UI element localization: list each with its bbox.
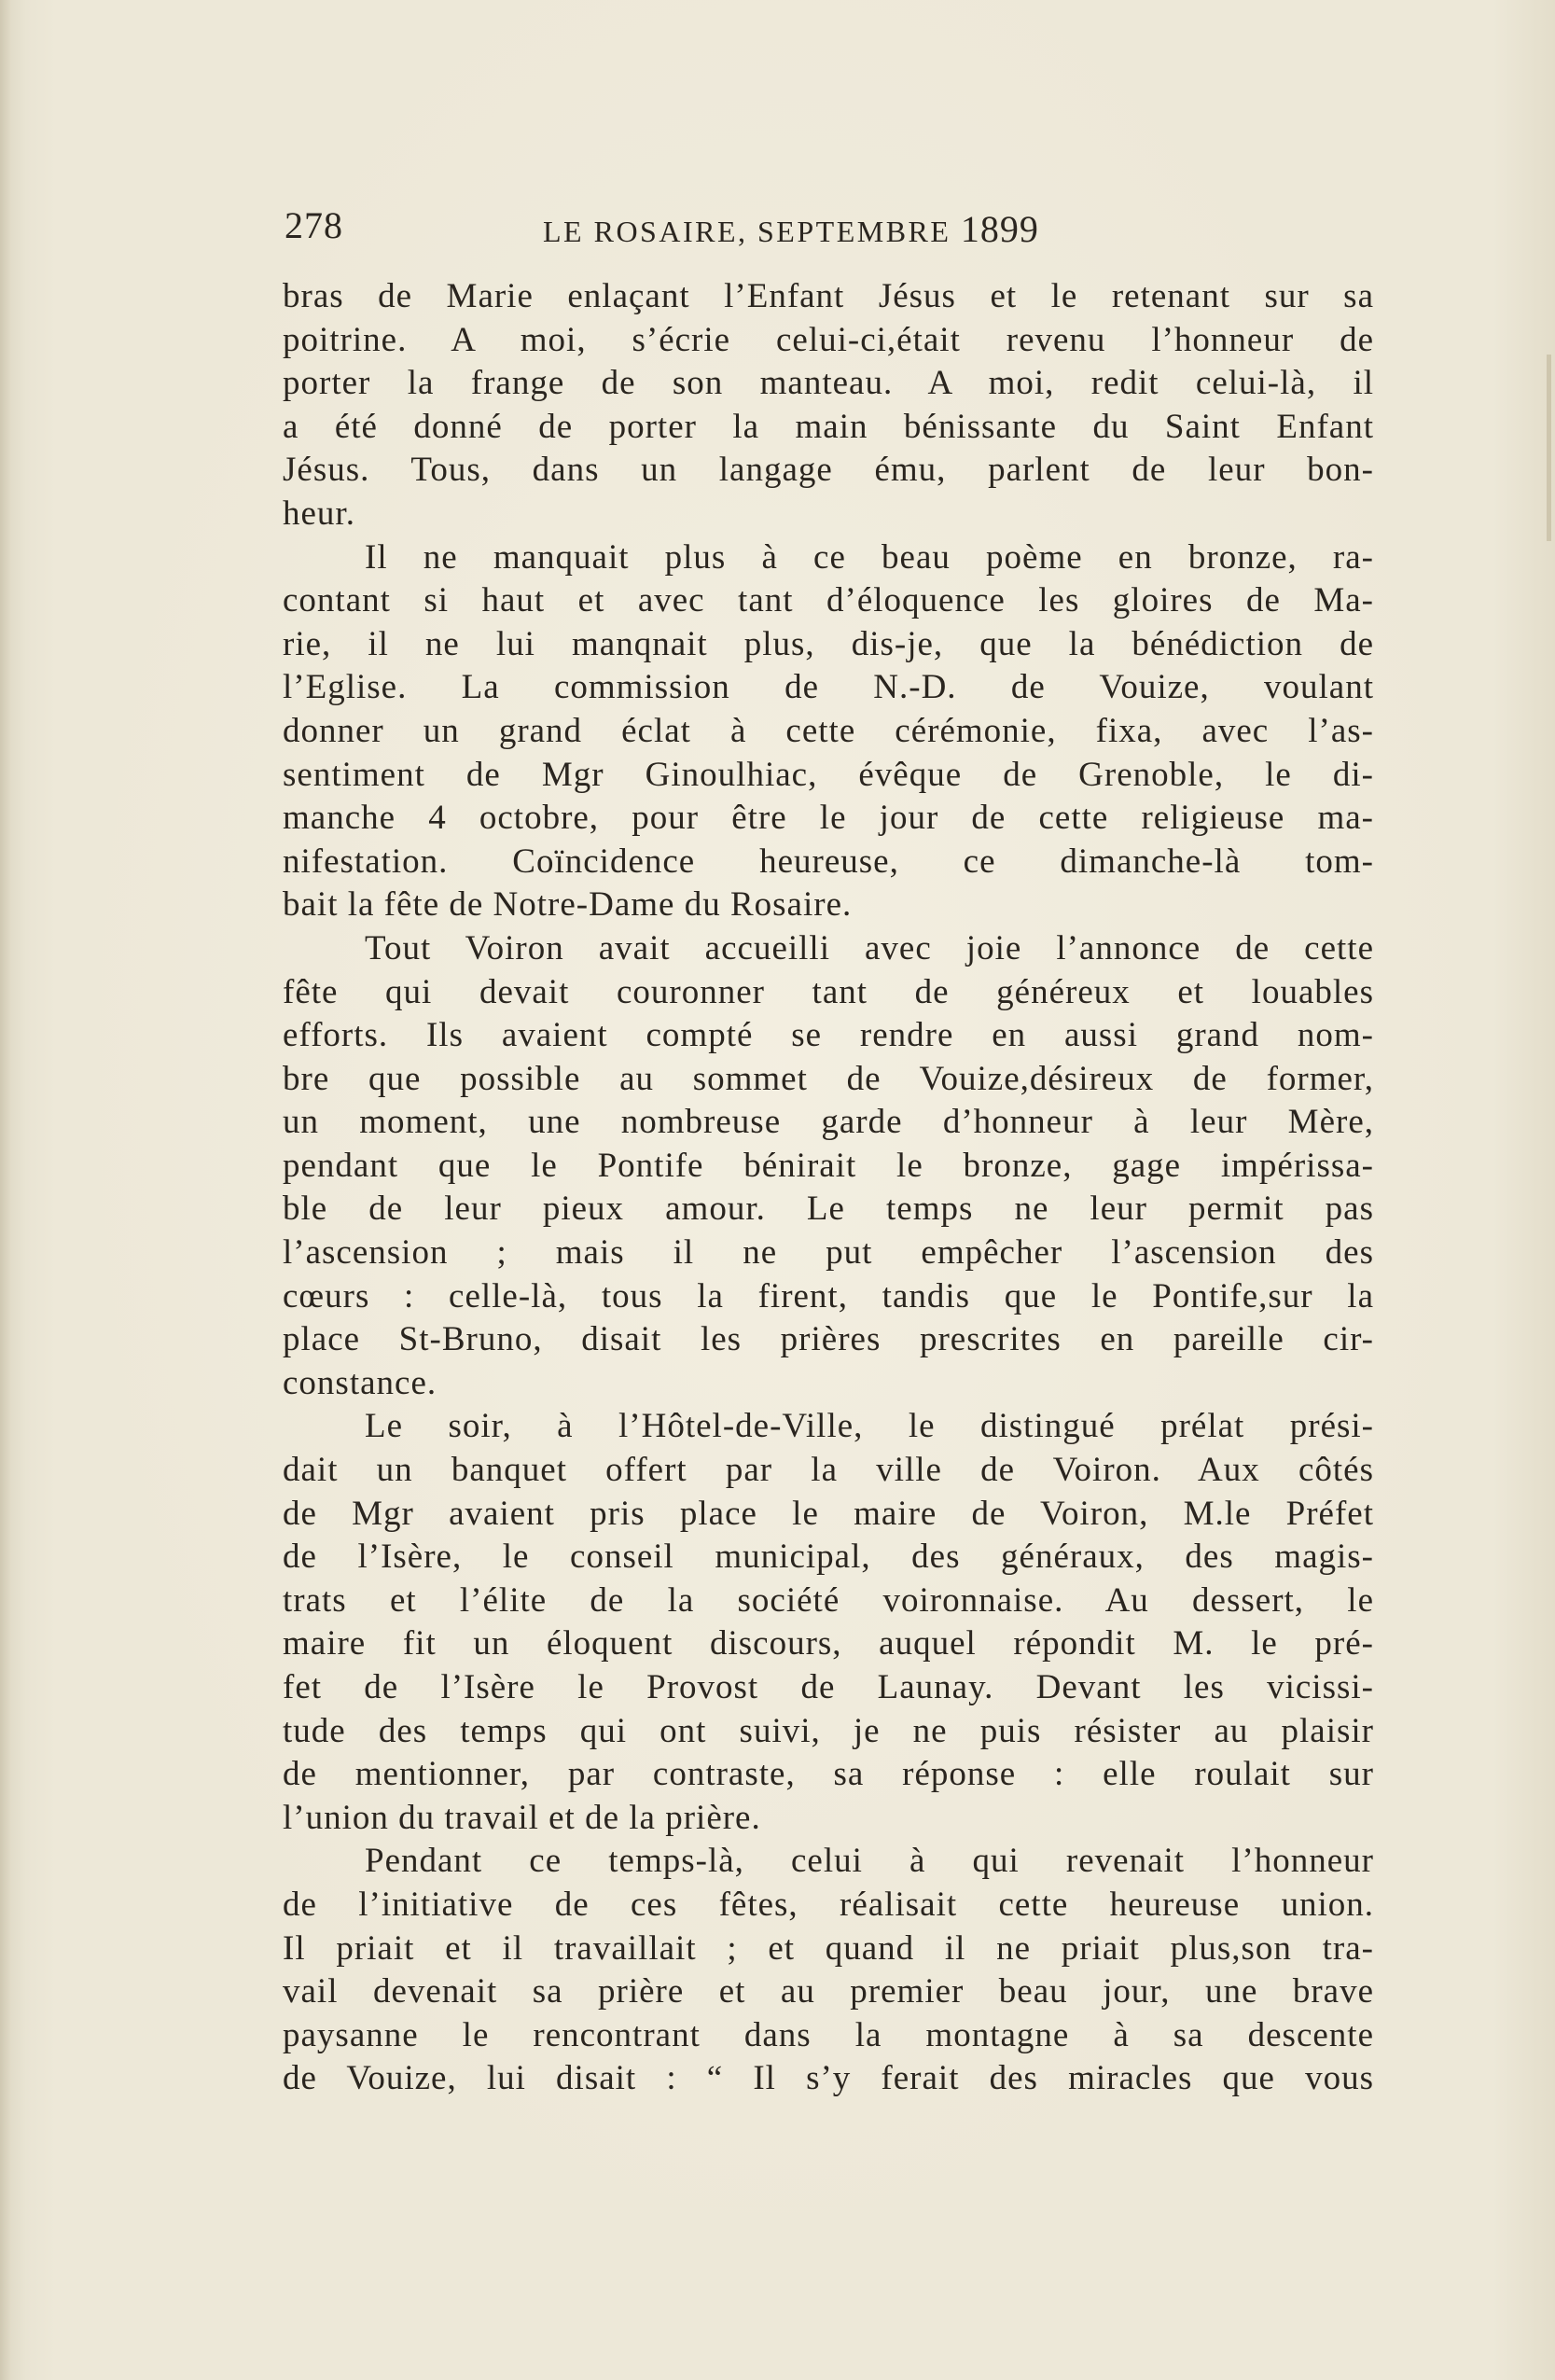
text-line: donner un grand éclat à cette cérémonie, fixa, avec l’as-	[283, 711, 1374, 750]
text-line: Il ne manquait plus à ce beau poème en bronze, ra-	[365, 537, 1374, 577]
text-line: ble de leur pieux amour. Le temps ne leur permit pas	[283, 1190, 1374, 1229]
text-line: efforts. Ils avaient compté se rendre en aussi grand nom-	[283, 1016, 1374, 1055]
running-title-text: LE ROSAIRE, SEPTEMBRE	[543, 215, 951, 248]
text-line: de l’initiative de ces fêtes, réalisait cette heureuse union.	[283, 1885, 1374, 1924]
text-line: vail devenait sa prière et au premier beau jour, une brave	[283, 1972, 1374, 2011]
text-line: fet de l’Isère le Provost de Launay. Devant les vicissi-	[283, 1668, 1374, 1706]
text-line: place St-Bruno, disait les prières prescrites en pareille cir-	[283, 1320, 1374, 1359]
text-line: pendant que le Pontife bénirait le bronze, gage impérissa-	[283, 1146, 1374, 1185]
text-line: maire fit un éloquent discours, auquel répondit M. le pré-	[283, 1624, 1374, 1663]
text-line: Le soir, à l’Hôtel-de-Ville, le distingué prélat prési-	[365, 1407, 1374, 1446]
text-line: Pendant ce temps-là, celui à qui revenait l’honneur	[365, 1842, 1374, 1881]
text-line: porter la frange de son manteau. A moi, redit celui-là, il	[283, 364, 1374, 403]
text-line: sentiment de Mgr Ginoulhiac, évêque de Grenoble, le di-	[283, 755, 1374, 794]
text-line: de Vouize, lui disait : “ Il s’y ferait des miracles que vous	[283, 2059, 1374, 2098]
running-header	[285, 203, 1376, 259]
text-line: l’union du travail et de la prière.	[283, 1798, 761, 1837]
text-line: bre que possible au sommet de Vouize,désireux de former,	[283, 1059, 1374, 1098]
text-line: cœurs : celle-là, tous la firent, tandis que le Pontife,sur la	[283, 1276, 1374, 1315]
text-line: un moment, une nombreuse garde d’honneur à leur Mère,	[283, 1103, 1374, 1142]
running-year: 1899	[960, 208, 1039, 250]
text-line: heur.	[283, 494, 355, 533]
text-line: dait un banquet offert par la ville de Voiron. Aux côtés	[283, 1451, 1374, 1490]
text-line: de Mgr avaient pris place le maire de Voiron, M.le Préfet	[283, 1494, 1374, 1533]
text-line: de mentionner, par contraste, sa réponse : elle roulait sur	[283, 1755, 1374, 1794]
text-line: contant si haut et avec tant d’éloquence les gloires de Ma-	[283, 581, 1374, 620]
running-title	[543, 207, 1039, 251]
margin-mark	[1547, 355, 1551, 541]
text-line: de l’Isère, le conseil municipal, des généraux, des magis-	[283, 1538, 1374, 1577]
text-line: Il priait et il travaillait ; et quand il ne priait plus,son tra-	[283, 1928, 1374, 1968]
text-line: trats et l’élite de la société voironnaise. Au dessert, le	[283, 1580, 1374, 1620]
text-line: Tout Voiron avait accueilli avec joie l’annonce de cette	[365, 928, 1374, 967]
text-line: fête qui devait couronner tant de généreux et louables	[283, 972, 1374, 1011]
text-line: l’Eglise. La commission de N.-D. de Vouize, voulant	[283, 668, 1374, 707]
page-number: 278	[285, 204, 343, 246]
text-line: a été donné de porter la main bénissante du Saint Enfant	[283, 407, 1374, 446]
text-line: l’ascension ; mais il ne put empêcher l’ascension des	[283, 1233, 1374, 1273]
text-line: bras de Marie enlaçant l’Enfant Jésus et le retenant sur sa	[283, 277, 1374, 315]
text-line: poitrine. A moi, s’écrie celui-ci,était revenu l’honneur de	[283, 320, 1374, 359]
text-line: bait la fête de Notre-Dame du Rosaire.	[283, 885, 853, 925]
body-text	[283, 275, 1374, 2101]
text-line: Jésus. Tous, dans un langage ému, parlent de leur bon-	[283, 451, 1374, 490]
text-line: paysanne le rencontrant dans la montagne à sa descente	[283, 2015, 1374, 2054]
text-line: rie, il ne lui manqnait plus, dis-je, que la bénédiction de	[283, 624, 1374, 663]
text-line: constance.	[283, 1363, 437, 1402]
text-line: manche 4 octobre, pour être le jour de cette religieuse ma-	[283, 799, 1374, 838]
page-edge	[0, 0, 11, 2380]
text-line: tude des temps qui ont suivi, je ne puis résister au plaisir	[283, 1711, 1374, 1750]
text-line: nifestation. Coïncidence heureuse, ce dimanche-là tom-	[283, 842, 1374, 881]
